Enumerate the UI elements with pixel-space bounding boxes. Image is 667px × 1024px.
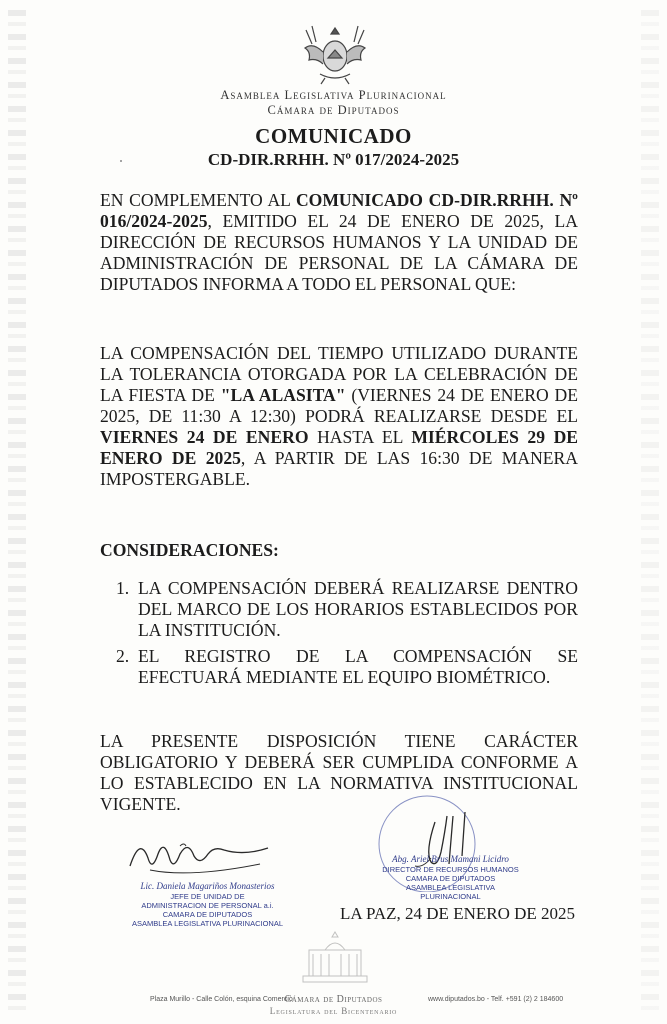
signer-right-line2: CAMARA DE DIPUTADOS	[405, 874, 496, 883]
document-date: LA PAZ, 24 DE ENERO DE 2025	[340, 904, 576, 923]
p1-text-c: , EMITIDO EL 24 DE ENERO DE 2025, LA DIRECCIÓN DE RECURSOS HUMANOS Y LA UNIDAD DE ADMINISTRACIÓN DE PERSONAL DE LA CÁMARA DE DIPUTADOS INFORMA A TODO EL PERSONAL QUE:	[100, 211, 578, 294]
building-icon	[295, 928, 375, 994]
list-item-number: 1.	[116, 578, 130, 598]
p2-text-g: , A PARTIR DE LAS 16:30 DE MANERA IMPOSTERGABLE.	[100, 448, 578, 489]
list-item-number: 2.	[116, 646, 130, 666]
list-item	[116, 646, 578, 690]
signer-left-line4: ASAMBLEA LEGISLATIVA PLURINACIONAL	[131, 919, 284, 928]
signer-right-name: Abg. Ariel Brus Mamani Licidro	[392, 854, 509, 864]
signer-right-line1: DIRECTOR DE RECURSOS HUMANOS	[382, 865, 519, 874]
document-reference: CD-DIR.RRHH. Nº 017/2024-2025	[207, 150, 460, 169]
stamp-right	[378, 855, 523, 901]
institution-line-1: Asamblea Legislativa Plurinacional	[220, 88, 447, 102]
footer-address: Plaza Murillo - Calle Colón, esquina Comercio	[150, 996, 293, 1003]
stamp-left	[120, 882, 295, 928]
signer-left-line2: ADMINISTRACION DE PERSONAL a.i.	[141, 901, 274, 910]
signer-left-line3: CAMARA DE DIPUTADOS	[162, 910, 253, 919]
signature-left-icon	[120, 826, 300, 886]
p2-bold-start-date: VIERNES 24 DE ENERO	[100, 427, 309, 447]
p2-text-c: (VIERNES 24 DE ENERO DE 2025, DE 11:30 A 12:30) PODRÁ REALIZARSE DESDE EL	[100, 385, 578, 426]
p2-bold-end-date: MIÉRCOLES 29 DE ENERO DE 2025	[100, 427, 579, 468]
paragraph-intro	[100, 190, 578, 295]
footer-center-line2: Legislatura del Bicentenario	[269, 1006, 398, 1016]
list-item	[116, 578, 578, 643]
p2-text-a: LA COMPENSACIÓN DEL TIEMPO UTILIZADO DURANTE LA TOLERANCIA OTORGADA POR LA CELEBRACIÓN DE LA FIESTA DE	[100, 343, 578, 405]
signer-right-line3: ASAMBLEA LEGISLATIVA PLURINACIONAL	[406, 883, 495, 901]
footer-center-line1: Cámara de Diputados	[284, 994, 383, 1005]
p2-bold-alasita: "LA ALASITA"	[220, 385, 346, 405]
institution-line-2: Cámara de Diputados	[267, 103, 400, 117]
p1-text-a: EN COMPLEMENTO AL	[100, 190, 296, 210]
scan-speck	[120, 160, 122, 162]
coat-of-arms-icon	[300, 22, 370, 86]
list-item-text: EL REGISTRO DE LA COMPENSACIÓN SE EFECTUARÁ MEDIANTE EL EQUIPO BIOMÉTRICO.	[138, 646, 578, 687]
paragraph-compensation	[100, 343, 578, 490]
p2-text-e: HASTA EL	[308, 427, 412, 447]
signer-left-line1: JEFE DE UNIDAD DE	[170, 892, 245, 901]
considerations-heading: CONSIDERACIONES:	[100, 540, 279, 560]
list-item-text: LA COMPENSACIÓN DEBERÁ REALIZARSE DENTRO DEL MARCO DE LOS HORARIOS ESTABLECIDOS POR LA INSTITUCIÓN.	[138, 578, 578, 640]
p1-bold-reference: COMUNICADO CD-DIR.RRHH. Nº 016/2024-2025	[100, 190, 578, 231]
footer-contact: www.diputados.bo - Telf. +591 (2) 2 184600	[428, 996, 564, 1003]
document-title: COMUNICADO	[255, 124, 412, 148]
signer-left-name: Lic. Daniela Magariños Monasterios	[140, 881, 275, 891]
paragraph-closing: LA PRESENTE DISPOSICIÓN TIENE CARÁCTER OBLIGATORIO Y DEBERÁ SER CUMPLIDA CONFORME A LO ESTABLECIDO EN LA NORMATIVA INSTITUCIONAL VIGENTE.	[100, 731, 578, 814]
